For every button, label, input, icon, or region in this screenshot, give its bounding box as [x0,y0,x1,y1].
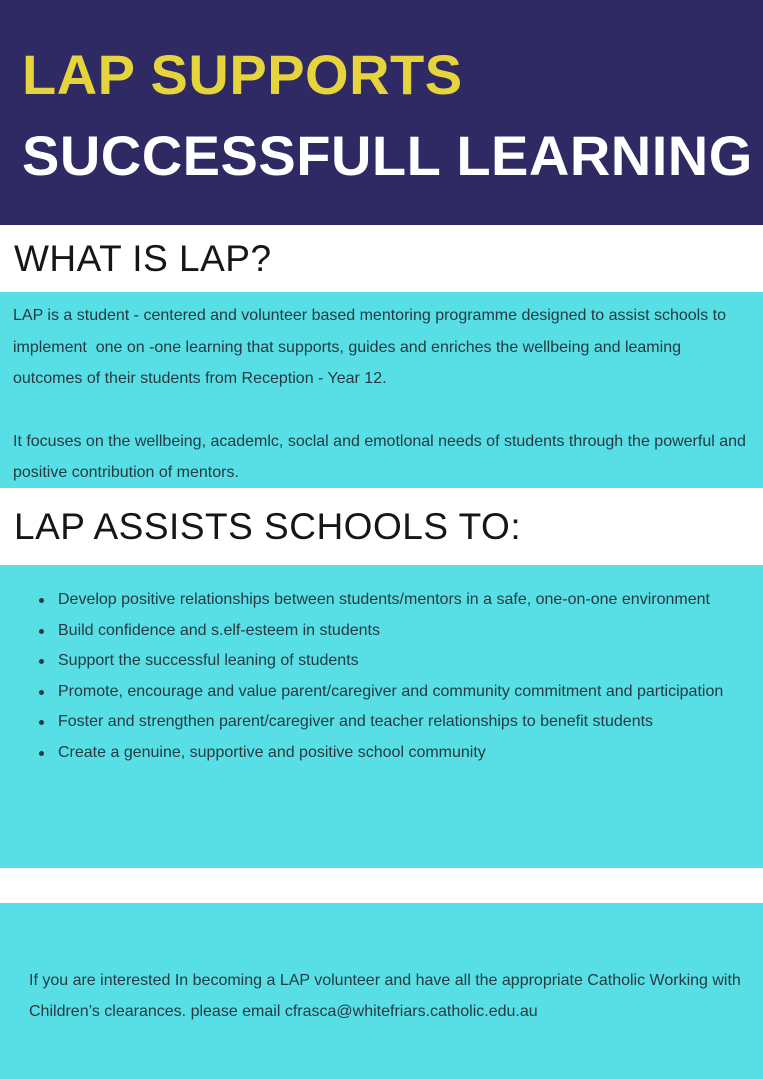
hero-title-line1: LAP SUPPORTS [22,43,463,106]
bullet-item [38,585,753,616]
bullet-list [38,585,753,768]
contact-section [0,903,763,1079]
bullet-text: Promote, encourage and value parent/caregiver and community commitment and participation [58,682,724,700]
contact-email: cfrasca@whitefriars.catholic.edu.au [284,1003,538,1020]
hero-title-line2: SUCCESSFULL LEARNING [22,124,753,187]
hero-banner [0,0,763,225]
bullet-text: Foster and strengthen parent/caregiver and teacher relationships to benefit students [58,713,654,730]
contact-text [29,965,755,1027]
bullet-dot-icon [39,751,44,756]
what-is-lap-body [0,292,763,488]
what-is-lap-heading-band [0,225,763,292]
bullet-text: Build confidence and s.elf-esteem in students [58,621,380,639]
divider-gap [0,868,763,903]
bullet-item [38,677,753,708]
bullet-item [38,646,753,677]
bullet-dot-icon [39,659,44,664]
assists-heading-band [0,488,763,565]
what-is-lap-heading: WHAT IS LAP? [14,237,272,279]
bullet-text: Support the successful leaning of students [58,652,359,669]
bullet-item [38,707,753,738]
bullet-dot-icon [39,598,44,603]
intro-paragraph-2: It focuses on the wellbeing, academlc, soclal and emotlonal needs of students through the powerful and positive contribution of mentors. [13,432,751,481]
contact-text-before: If you are interested In becoming a LAP volunteer and have all the appropriate Catholic Working with Children’s clearances. please email [29,972,746,1020]
bullet-dot-icon [39,720,44,725]
bullet-dot-icon [39,690,44,695]
bullet-item [38,738,753,769]
assists-heading: LAP ASSISTS SCHOOLS TO: [14,505,522,547]
assists-body [0,565,763,868]
bullet-item [38,616,753,647]
bullet-text: Develop positive relationships between students/mentors in a safe, one-on-one environment [58,591,710,608]
bullet-dot-icon [39,629,44,634]
intro-paragraph-1: LAP is a student - centered and volunteer based mentoring programme designed to assist schools to implement one on -one learning that supports, guides and enriches the wellbeing and leaming outcomes of their students from Reception - Year 12. [13,307,731,387]
bullet-text: Create a genuine, supportive and positive school community [58,743,486,761]
